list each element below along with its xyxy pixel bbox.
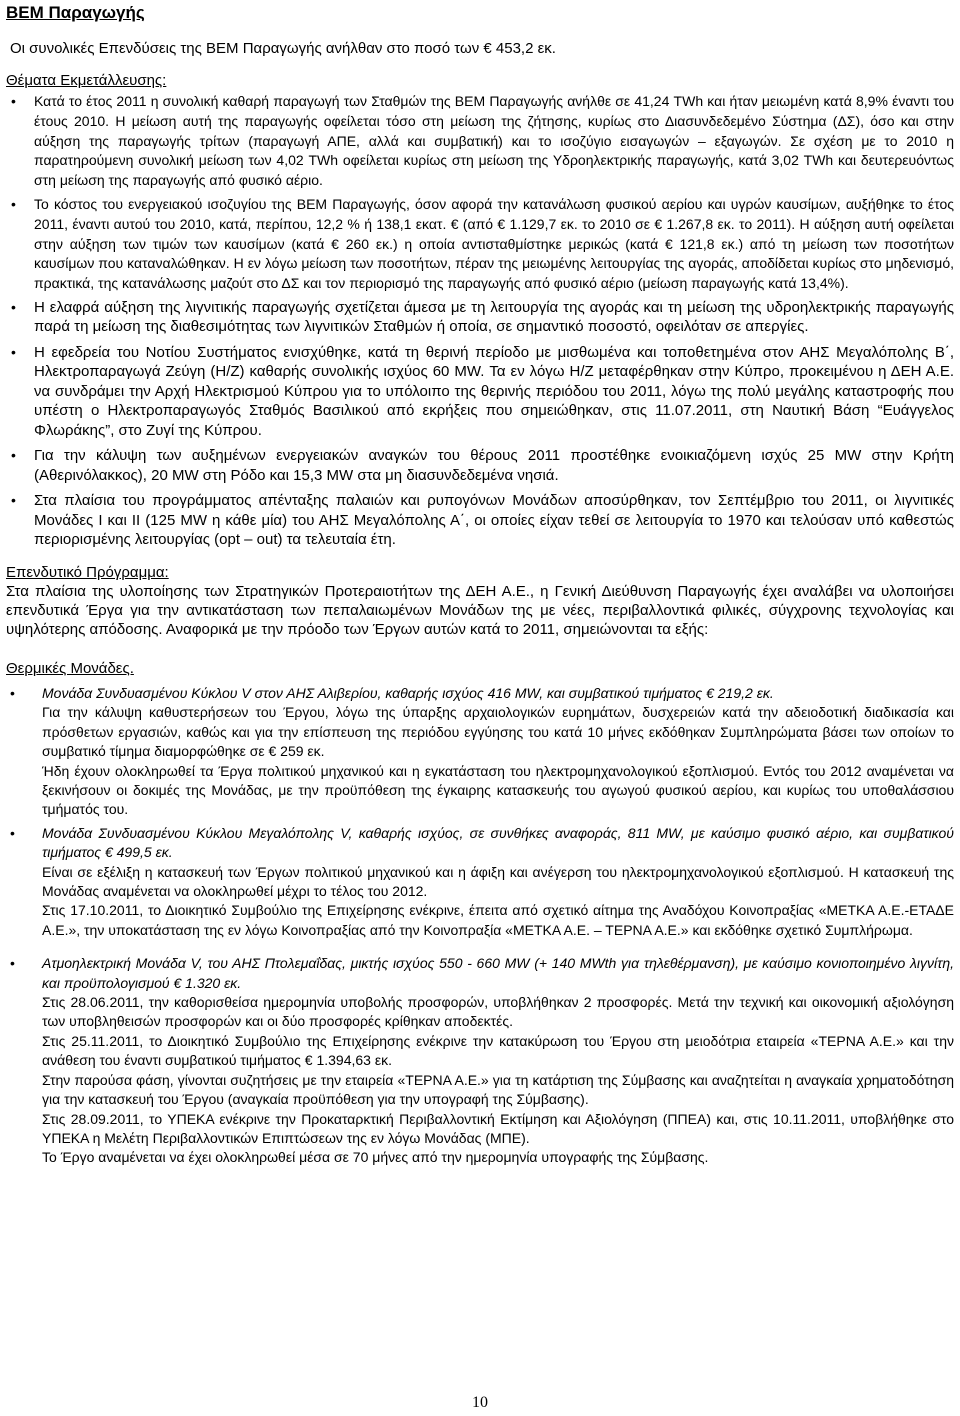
unit-name: Ατμοηλεκτρική Μονάδα V, του ΑΗΣ Πτολεμαΐδας, μικτής ισχύος 550 - 660 MW (+ 140 MWth για τηλεθέρμανση), με καύσιμο κονιοποιημένο λιγνίτη, και προϋπολογισμού € 1.320 εκ. [42,955,954,991]
thermal-unit-ptolemaida [6,954,954,1167]
unit-name: Μονάδα Συνδυασμένου Κύκλου V στον ΑΗΣ Αλιβερίου, καθαρής ισχύος 416 MW, και συμβατικού τιμήματος € 219,2 εκ. [42,684,774,701]
bullet-icon: • [11,195,16,212]
exploitation-list-continued [6,298,954,550]
unit-paragraph: Είναι σε εξέλιξη η κατασκευή των Έργων πολιτικού μηχανικού και η άφιξη και ανέγερση του ηλεκτρομηχανολογικού εξοπλισμού. Η κατασκευή της Μονάδας αναμένεται να ολοκληρωθεί μέχρι το τέλος του 2012. [42,863,954,900]
unit-paragraph: Για την κάλυψη καθυστερήσεων του Έργου, λόγω της ύπαρξης αρχαιολογικών ευρημάτων, δυσχερειών κατά την αδειοδοτική διαδικασία και πρόσθετων εργασιών, καθώς και για την επίσπευση της περιόδου εγγύησης του κατά 10 μήνες εκδόθηκαν Συμπληρώματα βάσει των οποίων το συμβατικό τίμημα διαμορφώθηκε σε € 259 εκ. [42,704,954,760]
list-item: • Κατά το έτος 2011 η συνολική καθαρή παραγωγή των Σταθμών της ΒΕΜ Παραγωγής ανήλθε σε 41,24 TWh και ήταν μειωμένη κατά 8,9% έναντι του έτους 2010. Η μείωση αυτή της παραγωγής οφείλεται τόσο στη μείωση της ζήτησης, κυρίως στο Διασυνδεδεμένο Σύστημα (ΔΣ), όσο και στην αύξηση της παραγωγής τρίτων (παραγωγή ΑΠΕ, αλλά και συμβατική) και το ισοζύγιο εισαγωγών – εξαγωγών. Σε σχέση με το 2010 η παρατηρούμενη συνολική μείωση των 4,02 TWh οφείλεται κυρίως στη μείωση της Υδροηλεκτρικής παραγωγής, κατά 3,02 TWh και δευτερευόντως στη μείωση της παραγωγής από φυσικό αέριο. [11,93,954,189]
unit-paragraph: Στις 28.06.2011, την καθορισθείσα ημερομηνία υποβολής προσφορών, υποβλήθηκαν 2 προσφορές. Μετά την τεχνική και οικονομική αξιολόγηση των υποβληθεισών προσφορών και οι δύο προσφορές κρίθηκαν αποδεκτές. [42,994,954,1030]
list-item: • Για την κάλυψη των αυξημένων ενεργειακών αναγκών του θέρους 2011 προστέθηκε ενοικιαζόμενη ισχύς 25 MW στην Κρήτη (Αθερινόλακκος), 20 MW στη Ρόδο και 15,3 MW στα μη διασυνδεδεμένα νησιά. [11,447,954,484]
unit-paragraph: Στις 25.11.2011, το Διοικητικό Συμβούλιο της Επιχείρησης ενέκρινε την κατακύρωση του Έργου στη μειοδότρια εταιρεία «ΤΕΡΝΑ Α.Ε.» και την ανάθεση του έναντι συμβατικού τιμήματος € 1.394,63 εκ. [42,1032,954,1069]
unit-paragraph: Στην παρούσα φάση, γίνονται συζητήσεις με την εταιρεία «ΤΕΡΝΑ Α.Ε.» για τη κατάρτιση της Σύμβασης και αναζητείται η αναγκαία χρηματοδότηση για την κατασκευή του Έργου (αναγκαία προϋπόθεση για την υπογραφή της Σύμβασης). [42,1071,954,1108]
list-item: • Η εφεδρεία του Νοτίου Συστήματος ενισχύθηκε, κατά τη θερινή περίοδο με μισθωμένα και τοποθετημένα στον ΑΗΣ Μεγαλόπολης Β΄, Ηλεκτροπαραγωγά Ζεύγη (Η/Ζ) καθαρής συνολικής ισχύος 60 MW. Τα εν λόγω Η/Ζ μεταφέρθηκαν στην Κύπρο, προκειμένου η ΔΕΗ Α.Ε. να συνδράμει την Αρχή Ηλεκτρισμού Κύπρου για το υπόλοιπο της θερινής περιόδου του 2011, λόγω της πολύ μεγάλης καταστροφής που υπέστη ο Ηλεκτροπαραγωγός Σταθμός Βασιλικού από εκρήξεις που σημειώθηκαν, στις 11.07.2011, στη Ναυτική Βάση “Ευάγγελος Φλωράκης”, στο Ζυγί της Κύπρου. [11,343,954,439]
investment-heading: Επενδυτικό Πρόγραμμα: [6,563,169,581]
thermal-unit-megalopoli [6,824,954,940]
bullet-icon: • [10,824,15,841]
bullet-icon: • [11,298,16,315]
exploitation-heading: Θέματα Εκμετάλλευσης: [6,72,167,89]
list-item: • Η ελαφρά αύξηση της λιγνιτικής παραγωγής σχετίζεται άμεσα με τη λειτουργία της αγοράς και τη μείωση της υδροηλεκτρικής παραγωγής παρά τη μείωση της διαθεσιμότητας των λιγνιτικών Σταθμών ή οποία, σε σημαντικό ποσοστό, οφειλόταν σε απεργίες. [11,298,954,336]
thermal-units-list [6,684,954,1168]
unit-name: Μονάδα Συνδυασμένου Κύκλου Μεγαλόπολης V, καθαρής ισχύος, σε συνθήκες αναφοράς, 811 MW, με καύσιμο φυσικό αέριο, και συμβατικού τιμήματος € 499,5 εκ. [42,824,954,861]
thermal-heading: Θερμικές Μονάδες. [6,659,134,677]
page-title: ΒΕΜ Παραγωγής [6,3,145,22]
bullet-icon: • [10,684,15,701]
unit-paragraph: Στις 17.10.2011, το Διοικητικό Συμβούλιο της Επιχείρησης ενέκρινε, έπειτα από σχετικό αίτημα της Αναδόχου Κοινοπραξίας «ΜΕΤΚΑ Α.Ε.-ΕΤΑΔΕ Α.Ε.», την υποκατάσταση της εν λόγω Κοινοπραξίας από την Κοινοπραξία «ΜΕΤΚΑ Α.Ε. – ΤΕΡΝΑ Α.Ε.» και εκδόθηκε σχετικό Συμπλήρωμα. [42,902,954,938]
unit-paragraph: Το Έργο αναμένεται να έχει ολοκληρωθεί μέσα σε 70 μήνες από την ημερομηνία υπογραφής της Σύμβασης. [42,1149,709,1166]
bullet-icon: • [11,343,16,360]
bullet-icon: • [11,492,16,509]
investment-paragraph: Στα πλαίσια της υλοποίησης των Στρατηγικών Προτεραιοτήτων της ΔΕΗ Α.Ε., η Γενική Διεύθυνση Παραγωγής έχει αναλάβει να υλοποιήσει επενδυτικά Έργα για την αντικατάσταση των πεπαλαιωμένων Μονάδων της με νέες, περιβαλλοντικά φιλικές, σύγχρονης τεχνολογίας και υψηλότερης απόδοσης. Αναφορικά με την πρόοδο των Έργων αυτών κατά το 2011, σημειώνονται τα εξής: [6,582,954,638]
bullet-icon: • [10,955,15,972]
bullet-icon: • [11,447,16,464]
thermal-unit-aliveri [6,684,954,820]
page-number: 10 [472,1394,488,1411]
unit-paragraph: Ήδη έχουν ολοκληρωθεί τα Έργα πολιτικού μηχανικού και η εγκατάσταση του ηλεκτρομηχανολογικού εξοπλισμού. Εντός του 2012 αναμένεται να ξεκινήσουν οι δοκιμές της Μονάδας, με την προϋπόθεση της έγκαιρης κατασκευής του αγωγού φυσικού αερίου, και κυρίως του υποθαλάσσιου τμήματός του. [42,762,954,818]
list-item: • Το κόστος του ενεργειακού ισοζυγίου της ΒΕΜ Παραγωγής, όσον αφορά την κατανάλωση φυσικού αερίου και υγρών καυσίμων, αυξήθηκε το έτος 2011, έναντι αυτού του 2010, κατά, περίπου, 12,2 % ή 138,1 εκατ. € (από € 1.129,7 εκ. το 2010 σε € 1.267,8 εκ. το 2011). Η αύξηση αυτή οφείλεται στην αύξηση των τιμών των καυσίμων (κατά € 260 εκ.) η οποία αντισταθμίστηκε μερικώς (κατά € 121,8 εκ.) από τη μείωση των ποσοτήτων καυσίμων που καταναλώθηκαν. Η εν λόγω μείωση των ποσοτήτων, πέραν της μειωμένης λειτουργίας της αγοράς, αποδίδεται κυρίως στο μηδενισμό, πρακτικά, της κατανάλωσης μαζούτ στο ΔΣ και τον περιορισμό της παραγωγής από φυσικό αέριο (μείωση παραγωγής κατά 13,4%). [11,195,954,292]
unit-paragraph: Στις 28.09.2011, το ΥΠΕΚΑ ενέκρινε την Προκαταρκτική Περιβαλλοντική Εκτίμηση και Αξιολόγηση (ΠΠΕΑ) και, στις 10.11.2011, υποβλήθηκε στο ΥΠΕΚΑ η Μελέτη Περιβαλλοντικών Επιπτώσεων της εν λόγω Μονάδας (ΜΠΕ). [42,1110,954,1146]
list-item: • Στα πλαίσια του προγράμματος απένταξης παλαιών και ρυπογόνων Μονάδων αποσύρθηκαν, τον Σεπτέμβριο του 2011, οι λιγνιτικές Μονάδες Ι και ΙΙ (125 MW η κάθε μία) του ΑΗΣ Μεγαλόπολης Α΄, οι οποίες είχαν τεθεί σε λειτουργία το 1970 και τελούσαν υπό καθεστώς περιορισμένης λειτουργίας (opt – out) τα τελευταία έτη. [11,492,954,549]
exploitation-list [6,92,954,294]
bullet-icon: • [11,93,16,109]
intro-paragraph: Οι συνολικές Επενδύσεις της ΒΕΜ Παραγωγής ανήλθαν στο ποσό των € 453,2 εκ. [10,40,556,57]
